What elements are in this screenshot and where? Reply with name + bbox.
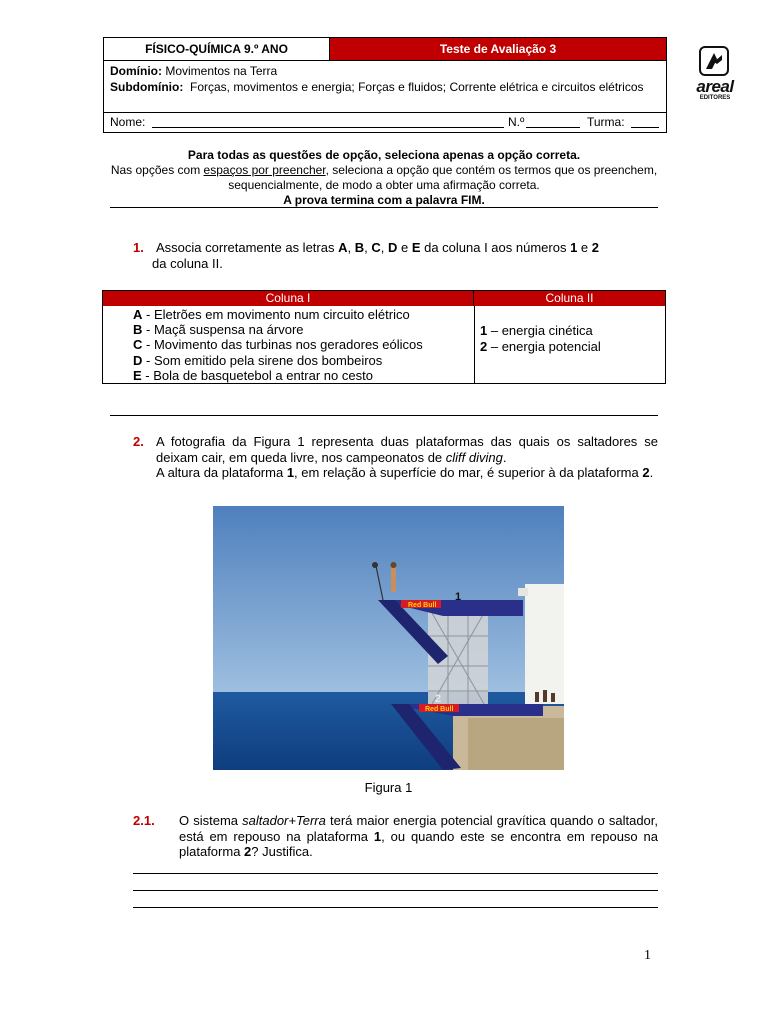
- instruction-line-2-post: , seleciona a opção que contém os termos que os preenchem, sequencialmente, de modo a obter uma afirmação correta.: [228, 163, 658, 192]
- q2-paragraph-2: [156, 465, 658, 481]
- q1-num-2: 2: [591, 240, 600, 255]
- logo-subtext: EDITORES: [699, 95, 731, 101]
- item-number: 2: [480, 338, 488, 354]
- test-title: Teste de Avaliação 3: [330, 38, 666, 60]
- q2-paragraph-1: [156, 434, 658, 465]
- q2-p1-pre: A fotografia da Figura 1 representa duas plataformas das quais os saltadores se deixam cair, em queda livre, nos campeonatos de: [156, 434, 658, 465]
- banner-text-bottom: Red Bull: [425, 706, 454, 713]
- subject-title: FÍSICO-QUÍMICA 9.º ANO: [104, 38, 330, 60]
- q1-letter-c: C: [371, 240, 381, 255]
- publisher-logo: [684, 46, 746, 102]
- q21-answer-line-2[interactable]: [133, 890, 658, 891]
- item-text: - Eletrões em movimento num circuito elétrico: [142, 307, 410, 322]
- logo-text: areal: [696, 77, 734, 96]
- q1-sep: e: [397, 240, 412, 255]
- q1-letter-d: D: [387, 240, 398, 255]
- column-divider: [474, 306, 475, 383]
- page-number: 1: [644, 948, 651, 963]
- item-letter: A: [133, 307, 143, 322]
- q2-p2-mid: , em relação à superfície do mar, é superior à da plataforma: [294, 465, 643, 480]
- q1-letter-e: E: [411, 240, 421, 255]
- item-letter: E: [133, 367, 142, 383]
- q1-answer-line[interactable]: [110, 415, 658, 416]
- q21-text: [179, 813, 658, 860]
- q21-bold-1: 1: [373, 828, 382, 844]
- list-item: [133, 353, 473, 368]
- figure-caption: Figura 1: [364, 780, 413, 795]
- q2-p1-post: .: [502, 449, 507, 465]
- item-text: – energia potencial: [487, 338, 601, 354]
- item-letter: B: [133, 322, 143, 338]
- q2-p1-italic: cliff diving: [445, 449, 503, 465]
- instruction-line-3: A prova termina com a palavra FIM.: [283, 193, 485, 207]
- student-info-row: [104, 113, 666, 132]
- domain-label: Domínio:: [110, 64, 162, 78]
- instructions-divider: [110, 207, 658, 208]
- header-table: [103, 37, 667, 133]
- q2-p2-bold-2: 2: [642, 465, 650, 480]
- list-item: [480, 339, 660, 355]
- domain-row: [104, 61, 666, 113]
- class-label: Turma:: [587, 115, 625, 129]
- list-item: [480, 323, 660, 339]
- q1-text-a: Associa corretamente as letras: [156, 240, 339, 255]
- domain-value: Movimentos na Terra: [165, 64, 278, 78]
- q2-text: [156, 434, 658, 481]
- q1-num-1: 1: [570, 240, 578, 255]
- instruction-line-2-pre: Nas opções com: [110, 163, 204, 177]
- item-text: - Maçã suspensa na árvore: [142, 322, 304, 338]
- platform-label-2: 2: [435, 693, 442, 705]
- name-field[interactable]: [152, 127, 504, 128]
- q1-sep: e: [577, 240, 592, 255]
- q21-t2: terá maior energia potencial gravítica quando o saltador, está em repouso na plataforma: [179, 813, 659, 844]
- header-title-row: [104, 38, 666, 61]
- q1-number: 1.: [133, 240, 144, 255]
- column-2-items: [480, 323, 660, 354]
- item-text: - Som emitido pela sirene dos bombeiros: [142, 352, 383, 368]
- q21-t1: O sistema: [179, 813, 243, 828]
- instruction-line-1: Para todas as questões de opção, seleciona apenas a opção correta.: [187, 148, 581, 162]
- item-text: - Movimento das turbinas nos geradores eólicos: [142, 337, 423, 353]
- subdomain-label: Subdomínio:: [110, 80, 184, 94]
- domain-line: [110, 63, 660, 79]
- q2-p2-pre: A altura da plataforma: [156, 465, 287, 480]
- q1-sep: ,: [347, 240, 355, 255]
- q21-answer-line-3[interactable]: [133, 907, 658, 908]
- item-text: - Bola de basquetebol a entrar no cesto: [141, 367, 373, 383]
- q2-p2-post: .: [649, 465, 654, 480]
- q21-t3: , ou quando este se encontra em repouso na plataforma: [179, 828, 658, 859]
- list-item: [133, 368, 473, 383]
- q21-t4: ? Justifica.: [251, 844, 313, 859]
- list-item: [133, 322, 473, 337]
- q2-number: 2.: [133, 434, 144, 449]
- q1-sep: ,: [380, 240, 388, 255]
- q21-answer-line-1[interactable]: [133, 873, 658, 874]
- q1-text-c: da coluna II.: [152, 255, 223, 271]
- item-text: – energia cinética: [487, 323, 593, 338]
- logo-mark-icon: [699, 46, 729, 76]
- q1-text-b: da coluna I aos números: [420, 240, 571, 255]
- item-letter: D: [133, 352, 143, 368]
- column-1-items: [133, 307, 473, 383]
- number-label: N.º: [508, 115, 525, 129]
- column-2-header: Coluna II: [474, 291, 665, 306]
- cliff-diving-photo: [213, 506, 564, 770]
- instruction-line-2-underlined: espaços por preencher: [203, 163, 326, 177]
- column-1-header: Coluna I: [103, 291, 474, 306]
- instruction-line-2: [110, 163, 658, 193]
- q1-letter-a: A: [338, 240, 348, 255]
- q2-p2-bold-1: 1: [286, 465, 295, 480]
- banner-text-top: Red Bull: [408, 602, 437, 609]
- name-label: Nome:: [110, 115, 146, 129]
- q1-letter-b: B: [354, 240, 365, 255]
- item-number: 1: [480, 323, 488, 338]
- columns-table: [102, 290, 666, 384]
- subdomain-value: Forças, movimentos e energia; Forças e fluidos; Corrente elétrica e circuitos elétricos: [190, 80, 644, 94]
- q1-sep: ,: [364, 240, 372, 255]
- q21-italic: saltador+Terra: [242, 813, 326, 828]
- list-item: [133, 337, 473, 352]
- number-field[interactable]: [526, 127, 580, 128]
- class-field[interactable]: [631, 127, 659, 128]
- list-item: [133, 307, 473, 322]
- item-letter: C: [133, 337, 143, 353]
- platform-label-1: 1: [455, 591, 462, 603]
- q21-bold-2: 2: [244, 844, 252, 859]
- subdomain-line: [110, 79, 660, 95]
- q1-text: [152, 240, 658, 271]
- q21-number: 2.1.: [133, 813, 155, 828]
- instructions: [110, 148, 658, 208]
